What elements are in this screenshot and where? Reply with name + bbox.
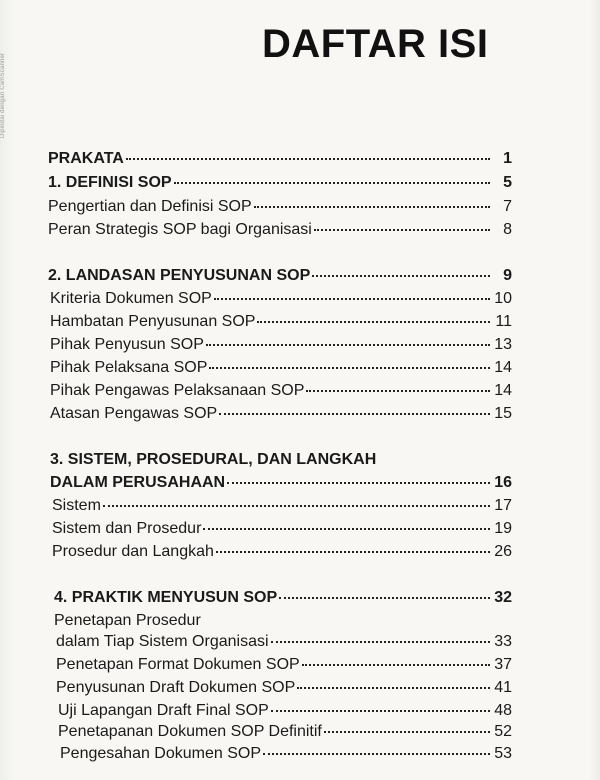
toc-entry: [48, 265, 512, 287]
toc-entry: [50, 380, 512, 402]
toc-entry: [52, 518, 512, 540]
toc-page-number: 16: [494, 474, 512, 491]
toc-entry: [50, 449, 512, 471]
toc-page-number: 14: [494, 382, 512, 399]
toc-page-number: 37: [494, 656, 512, 673]
toc-entry-title: Atasan Pengawas SOP: [50, 405, 218, 422]
toc-entry: [56, 654, 512, 676]
toc-entry: [48, 148, 512, 170]
toc-entry: [52, 541, 512, 563]
toc-dot-leader: [297, 687, 490, 689]
toc-dot-leader: [126, 158, 490, 160]
toc-dot-leader: [174, 182, 490, 184]
toc-dot-leader: [312, 275, 490, 277]
toc-page-number: 41: [494, 679, 512, 696]
toc-entry-title: Sistem: [52, 497, 101, 514]
toc-entry: [50, 403, 512, 425]
toc-entry: [52, 495, 512, 517]
toc-dot-leader: [254, 206, 490, 208]
scanner-watermark: Dipindai dengan CamScanner: [0, 52, 6, 138]
toc-dot-leader: [302, 664, 490, 666]
toc-entry: [54, 610, 512, 632]
page-title: DAFTAR ISI: [262, 22, 489, 66]
toc-entry-title: Penetapan Format Dokumen SOP: [56, 656, 300, 673]
toc-page-number: 26: [494, 543, 512, 560]
toc-page-number: 13: [494, 336, 512, 353]
toc-entry-title: Kriteria Dokumen SOP: [50, 290, 212, 307]
toc-dot-leader: [271, 710, 490, 712]
toc-page-number: 15: [494, 405, 512, 422]
toc-entry-title: 1. DEFINISI SOP: [48, 174, 172, 191]
toc-entry-title: Prosedur dan Langkah: [52, 543, 214, 560]
toc-entry-title: 4. PRAKTIK MENYUSUN SOP: [54, 589, 278, 606]
toc-page-number: 32: [494, 589, 512, 606]
toc-dot-leader: [216, 551, 490, 553]
toc-page-number: 7: [503, 198, 512, 215]
toc-page-number: 17: [494, 497, 512, 514]
toc-entry: [48, 196, 512, 218]
toc-page-number: 53: [494, 745, 512, 762]
toc-entry: [50, 334, 512, 356]
toc-entry: [58, 721, 512, 743]
toc-dot-leader: [206, 344, 490, 346]
toc-entry-title: Pengertian dan Definisi SOP: [48, 198, 252, 215]
toc-dot-leader: [279, 597, 490, 599]
toc-dot-leader: [314, 229, 490, 231]
toc-entry: [50, 288, 512, 310]
toc-entry-title: Pengesahan Dokumen SOP: [60, 745, 262, 762]
toc-entry-title: Penetapan Prosedur: [54, 612, 201, 629]
toc-page-number: 1: [503, 150, 512, 167]
toc-page-number: 11: [495, 313, 512, 330]
toc-entry: [48, 219, 512, 241]
toc-entry: [60, 743, 512, 765]
toc-page-number: 14: [494, 359, 512, 376]
toc-entry: [56, 677, 512, 699]
toc-page-number: 5: [503, 174, 512, 191]
toc-dot-leader: [306, 390, 490, 392]
toc-entry: [56, 631, 512, 653]
toc-entry-title: Pihak Pelaksana SOP: [50, 359, 208, 376]
toc-page-number: 8: [503, 221, 512, 238]
toc-entry-title: PRAKATA: [48, 150, 124, 167]
toc-entry-title: 2. LANDASAN PENYUSUNAN SOP: [48, 267, 311, 284]
toc-entry: [50, 472, 512, 494]
toc-entry: [50, 357, 512, 379]
toc-dot-leader: [219, 413, 490, 415]
toc-dot-leader: [263, 753, 490, 755]
toc-entry: [54, 587, 512, 609]
toc-entry-title: Uji Lapangan Draft Final SOP: [58, 702, 269, 719]
toc-dot-leader: [209, 367, 490, 369]
toc-dot-leader: [324, 731, 490, 733]
toc-dot-leader: [214, 298, 490, 300]
toc-dot-leader: [227, 482, 490, 484]
toc-entry-title: dalam Tiap Sistem Organisasi: [56, 633, 269, 650]
toc-dot-leader: [257, 321, 490, 323]
toc-page-number: 48: [494, 702, 512, 719]
toc-entry-title: Pihak Pengawas Pelaksanaan SOP: [50, 382, 305, 399]
toc-entry-title: DALAM PERUSAHAAN: [50, 474, 226, 491]
toc-page-number: 33: [494, 633, 512, 650]
toc-dot-leader: [271, 641, 490, 643]
toc-entry: [48, 172, 512, 194]
toc-entry-title: 3. SISTEM, PROSEDURAL, DAN LANGKAH: [50, 451, 377, 468]
toc-entry-title: Penetapanan Dokumen SOP Definitif: [58, 723, 322, 740]
toc-dot-leader: [203, 528, 490, 530]
toc-dot-leader: [103, 505, 490, 507]
toc-entry-title: Hambatan Penyusunan SOP: [50, 313, 256, 330]
toc-entry: [58, 700, 512, 722]
toc-page-number: 52: [494, 723, 512, 740]
toc-entry-title: Sistem dan Prosedur: [52, 520, 202, 537]
toc-page-number: 19: [494, 520, 512, 537]
toc-page-number: 9: [503, 267, 512, 284]
toc-entry-title: Penyusunan Draft Dokumen SOP: [56, 679, 296, 696]
toc-entry-title: Pihak Penyusun SOP: [50, 336, 204, 353]
toc-entry: [50, 311, 512, 333]
toc-page-number: 10: [494, 290, 512, 307]
toc-entry-title: Peran Strategis SOP bagi Organisasi: [48, 221, 312, 238]
